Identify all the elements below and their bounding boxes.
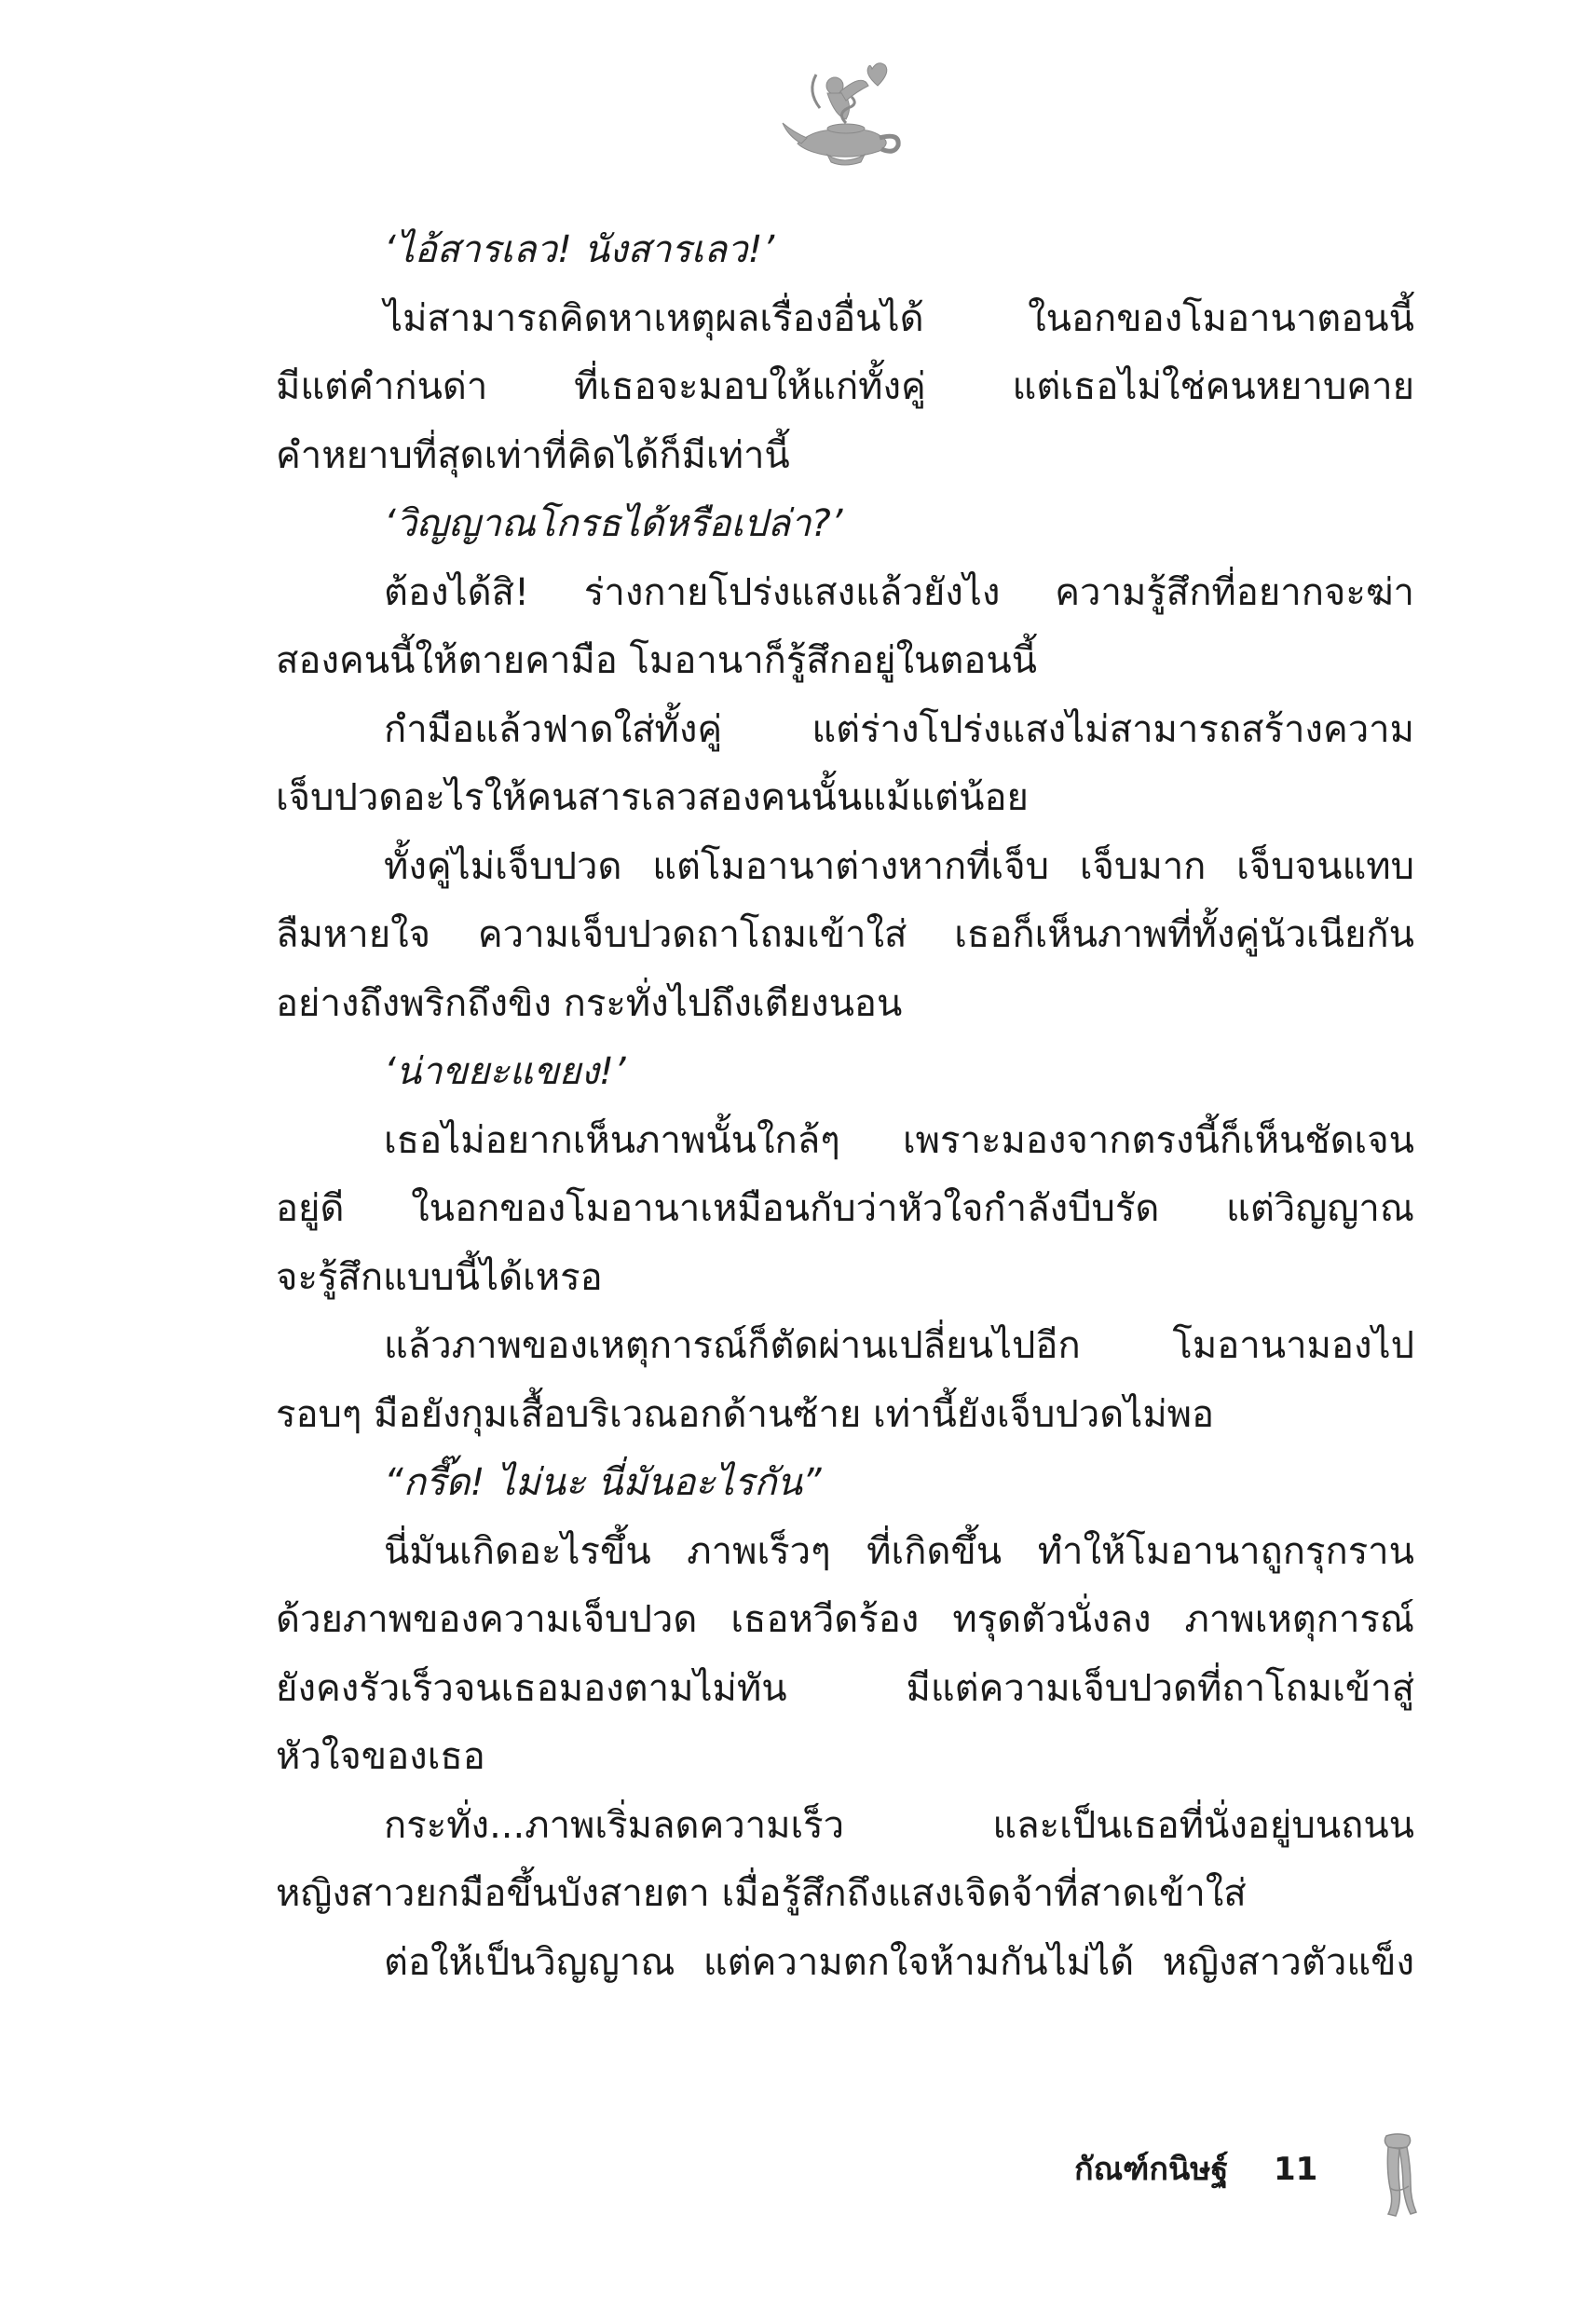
text-line-4: คำหยาบที่สุดเท่าที่คิดได้ก็มีเท่านี้ (276, 433, 790, 477)
scroll-ornament-icon (1375, 2132, 1420, 2218)
text-line-17: แล้วภาพของเหตุการณ์ก็ตัดผ่านเปลี่ยนไปอีก โมอานามองไป (384, 1324, 1414, 1367)
text-line-2: ไม่สามารถคิดหาเหตุผลเรื่องอื่นได้ ในอกของโมอานาตอนนี้ (384, 296, 1414, 340)
text-line-9: เจ็บปวดอะไรให้คนสารเลวสองคนนั้นแม้แต่น้อย (276, 776, 1029, 819)
text-line-14: เธอไม่อยากเห็นภาพนั้นใกล้ๆ เพราะมองจากตรงนี้ก็เห็นชัดเจน (384, 1118, 1414, 1162)
text-line-23: หัวใจของเธอ (276, 1735, 485, 1778)
text-line-24: กระทั่ง...ภาพเริ่มลดความเร็ว และเป็นเธอที่นั่งอยู่บนถนน (384, 1803, 1414, 1847)
text-line-6: ต้องได้สิ! ร่างกายโปร่งแสงแล้วยังไง ความรู้สึกที่อยากจะฆ่า (384, 570, 1414, 614)
page-number: 11 (1274, 2151, 1318, 2188)
text-line-10: ทั้งคู่ไม่เจ็บปวด แต่โมอานาต่างหากที่เจ็บ เจ็บมาก เจ็บจนแทบ (384, 844, 1414, 888)
text-line-1: ‘ไอ้สารเลว! นังสารเลว!’ (384, 228, 775, 271)
text-line-7: สองคนนี้ให้ตายคามือ โมอานาก็รู้สึกอยู่ในตอนนี้ (276, 639, 1038, 682)
text-line-22: ยังคงรัวเร็วจนเธอมองตามไม่ทัน มีแต่ความเจ็บปวดที่ถาโถมเข้าสู่ (276, 1666, 1414, 1710)
body-text (276, 216, 1414, 1997)
text-line-8: กำมือแล้วฟาดใส่ทั้งคู่ แต่ร่างโปร่งแสงไม่สามารถสร้างความ (384, 707, 1414, 751)
text-line-11: ลืมหายใจ ความเจ็บปวดถาโถมเข้าใส่ เธอก็เห็นภาพที่ทั้งคู่นัวเนียกัน (276, 913, 1414, 956)
text-line-26: ต่อให้เป็นวิญญาณ แต่ความตกใจห้ามกันไม่ได้ หญิงสาวตัวแข็ง (384, 1940, 1414, 1984)
text-line-25: หญิงสาวยกมือขึ้นบังสายตา เมื่อรู้สึกถึงแสงเจิดจ้าที่สาดเข้าใส่ (276, 1872, 1247, 1915)
text-line-5: ‘วิญญาณโกรธได้หรือเปล่า?’ (384, 502, 843, 545)
text-line-20: นี่มันเกิดอะไรขึ้น ภาพเร็วๆ ที่เกิดขึ้น ทำให้โมอานาถูกรุกราน (384, 1529, 1414, 1573)
text-line-18: รอบๆ มือยังกุมเสื้อบริเวณอกด้านซ้าย เท่านี้ยังเจ็บปวดไม่พอ (276, 1392, 1215, 1436)
book-title-footer: กัณฑ์กนิษฐ์ (1074, 2151, 1229, 2188)
text-line-3: มีแต่คำก่นด่า ที่เธอจะมอบให้แก่ทั้งคู่ แต่เธอไม่ใช่คนหยาบคาย (276, 365, 1414, 408)
text-line-21: ด้วยภาพของความเจ็บปวด เธอหวีดร้อง ทรุดตัวนั่งลง ภาพเหตุการณ์ (276, 1598, 1414, 1641)
text-line-13: ‘น่าขยะแขยง!’ (384, 1050, 626, 1093)
text-line-16: จะรู้สึกแบบนี้ได้เหรอ (276, 1255, 603, 1299)
cupid-lamp-emblem-icon (779, 58, 909, 170)
text-line-15: อยู่ดี ในอกของโมอานาเหมือนกับว่าหัวใจกำลังบีบรัด แต่วิญญาณ (276, 1187, 1414, 1230)
text-line-19: “กรี๊ด! ไม่นะ นี่มันอะไรกัน” (384, 1461, 822, 1504)
text-line-12: อย่างถึงพริกถึงขิง กระทั่งไปถึงเตียงนอน (276, 981, 903, 1025)
